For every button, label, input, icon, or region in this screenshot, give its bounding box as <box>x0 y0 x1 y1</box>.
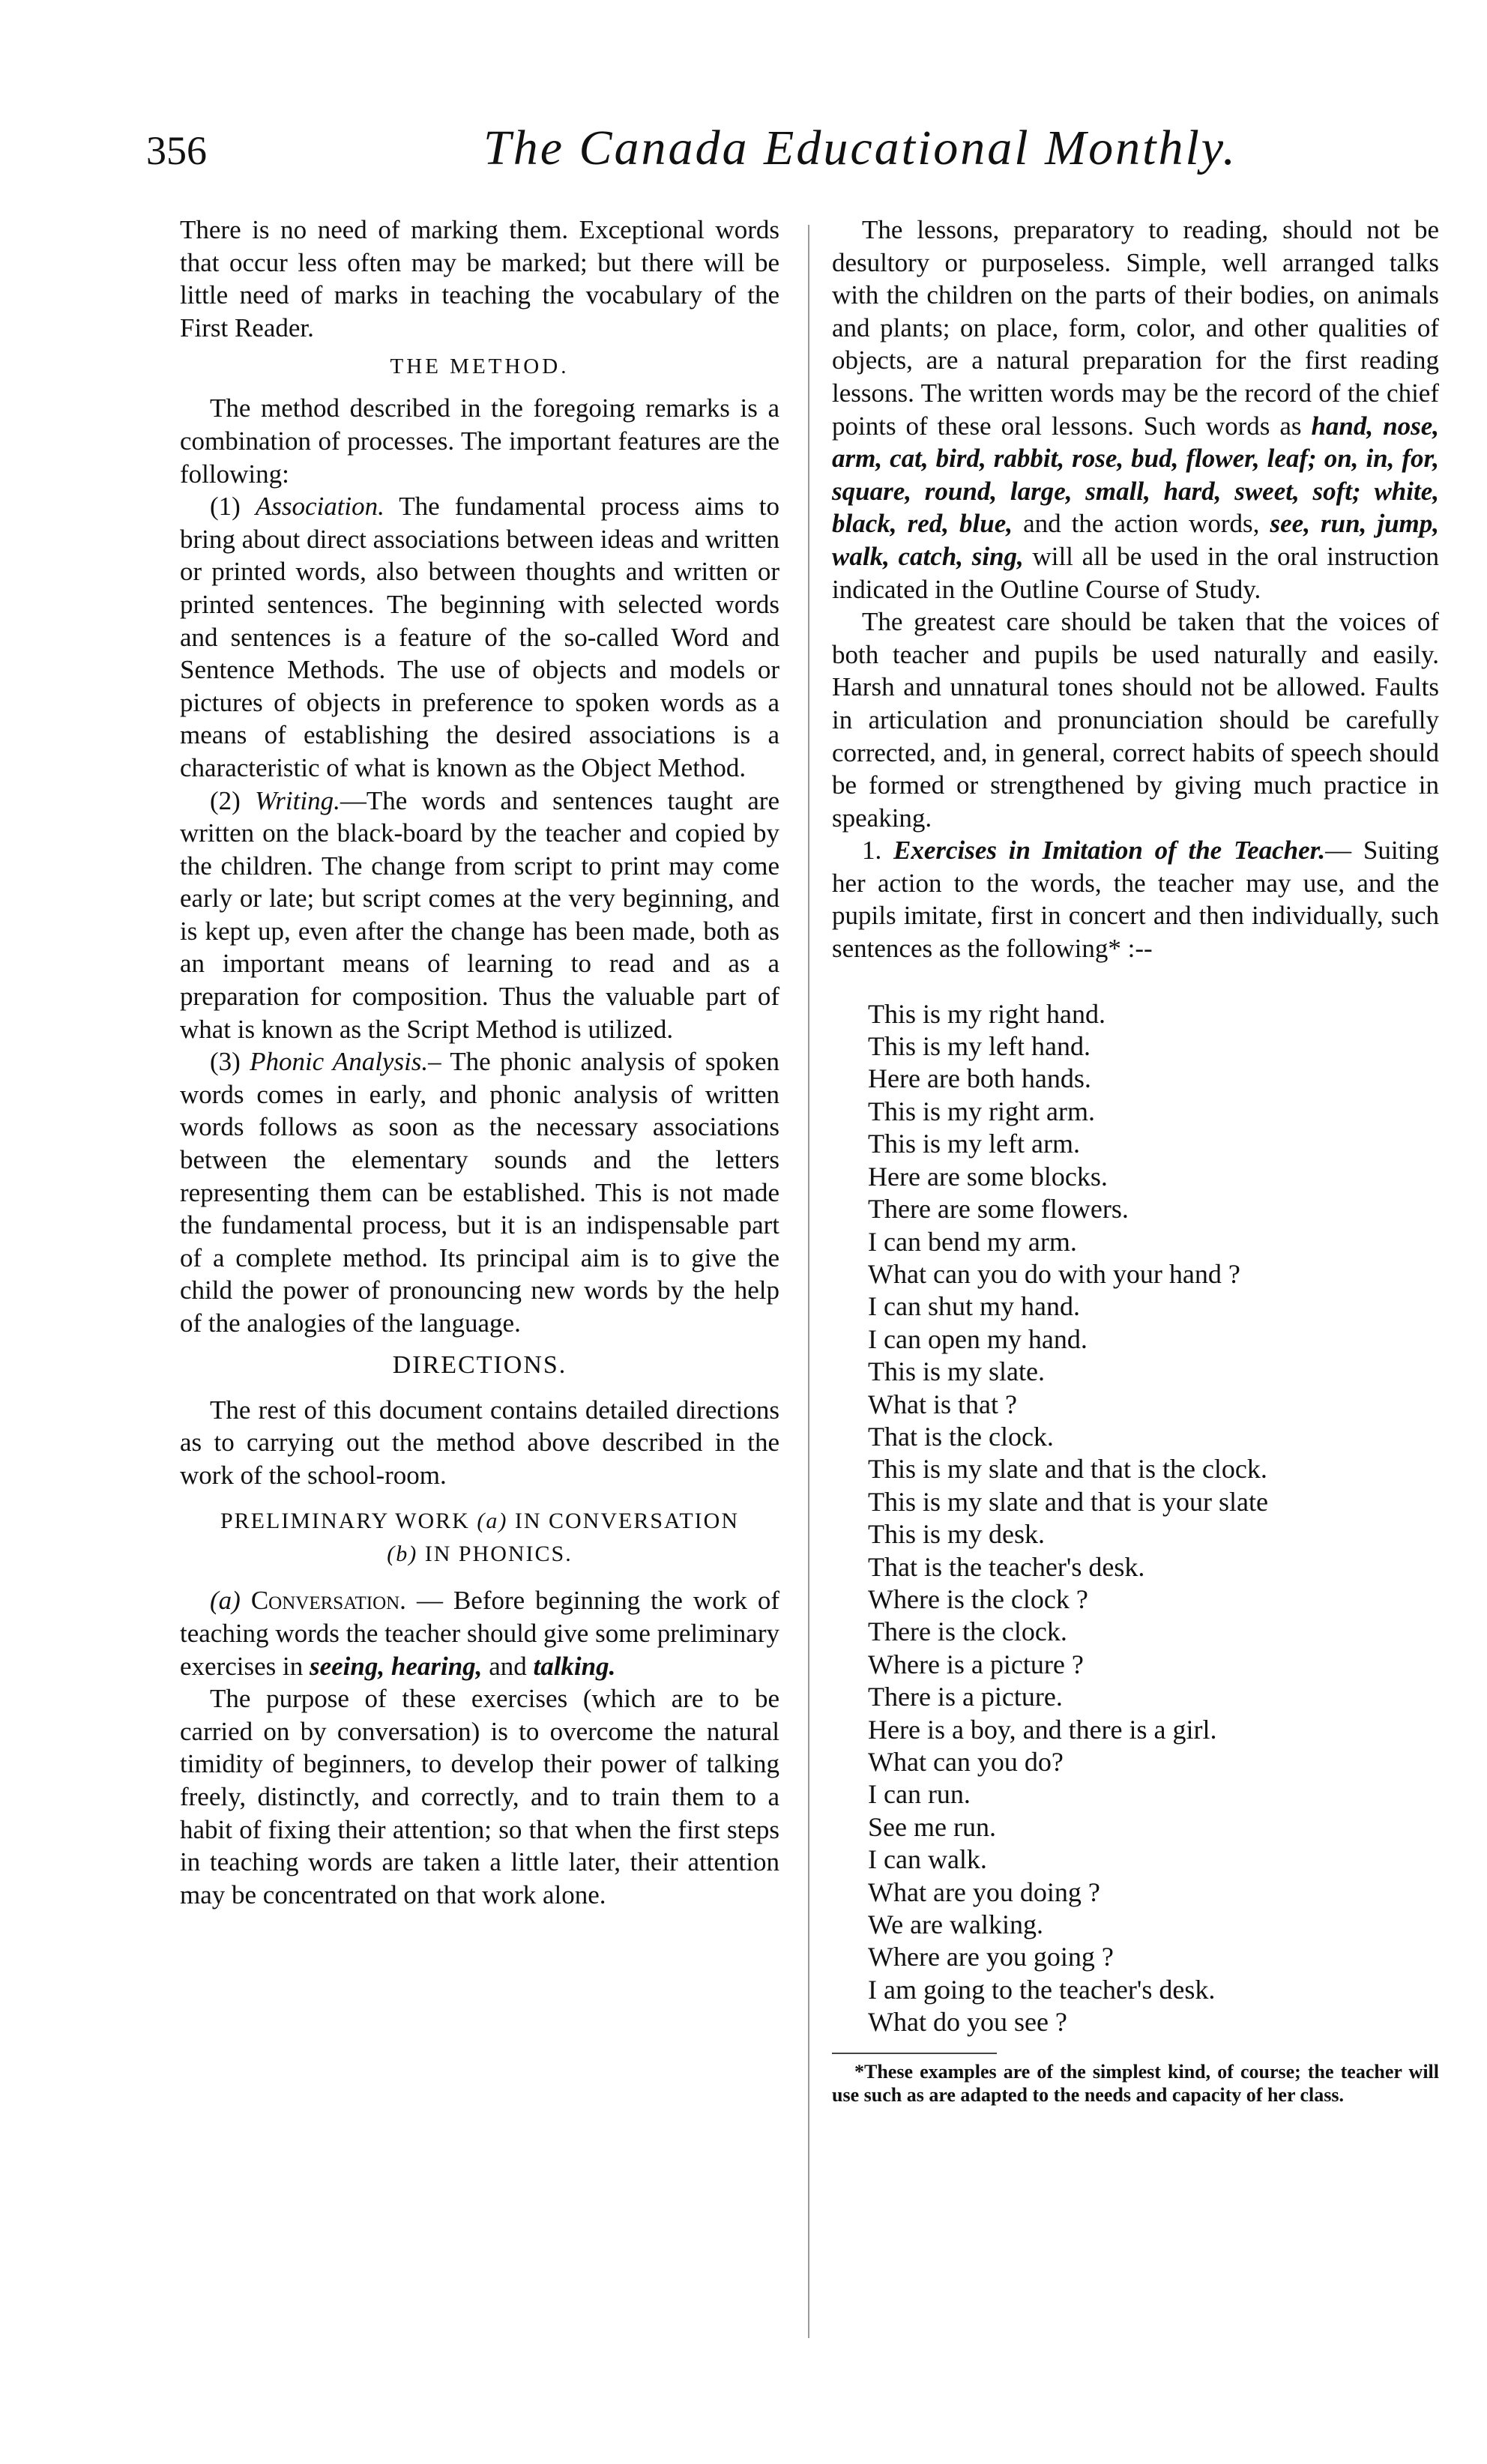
paragraph-directions: The rest of this document contains detailed directions as to carrying out the method above described in the work of the school-room. <box>180 1395 779 1490</box>
sentence-item: I am going to the teacher's desk. <box>868 1974 1216 2005</box>
paragraph-purpose: The purpose of these exercises (which are to be carried on by conversation) is to overcome the natural timidity of beginners, to develop their power of talking freely, distinctly, and correctly, and to train them to a habit of fixing their attention; so that when the first steps in teaching words are taken a little later, their attention may be concentrated on that work alone. <box>180 1684 779 1909</box>
sentence-item: This is my slate and that is your slate <box>868 1486 1268 1517</box>
footnote: *These examples are of the simplest kind, of course; the teacher will use such as are adapted to the needs and capacity of her class. <box>832 2060 1439 2106</box>
sentence-item: See me run. <box>868 1811 996 1842</box>
sentence-item: What is that ? <box>868 1389 1017 1419</box>
sentence-item: There are some flowers. <box>868 1194 1129 1225</box>
sentence-item: I can run. <box>868 1779 971 1810</box>
running-title: The Canada Educational Monthly. <box>483 121 1237 175</box>
right-column <box>832 214 1439 2107</box>
sentence-item: There is a picture. <box>868 1682 1063 1712</box>
sentence-item: I can open my hand. <box>868 1323 1088 1354</box>
writing-text: —The words and sentences taught are written on the black-board by the teacher and copied by the children. The change from script to print may come early or late; but script comes at the very beginning, and is kept up, even after the change has been made, both as an important means of learning to read and as a preparation for composition. Thus the valuable part of what is known as the Script Method is utilized. <box>180 785 779 1044</box>
sentence-item: I can walk. <box>868 1844 987 1875</box>
paragraph-association <box>180 490 779 784</box>
left-column <box>180 214 779 1911</box>
sentence-item: This is my slate and that is the clock. <box>868 1454 1267 1485</box>
sentence-item: What do you see ? <box>868 2007 1067 2038</box>
item-label-association: Association. <box>255 492 384 522</box>
footnote-rule <box>832 2053 997 2054</box>
sentence-item: This is my left hand. <box>868 1031 1091 1062</box>
example-words-nouns: hand, nose, arm, cat, bird, rabbit, rose, bud, flower, leaf; on, in, for, square, round, large, small, hard, sweet, soft; white, black, red, blue, <box>832 411 1439 539</box>
sentence-item: Here are both hands. <box>868 1063 1091 1094</box>
subheading-preliminary-line1: PRELIMINARY WORK (a) IN CONVERSATION <box>220 1509 739 1534</box>
page-header <box>146 120 1487 187</box>
association-text: The fundamental process aims to bring about direct associations between ideas and written or printed words, also between thoughts and written or printed sentences. The beginning with selected words and sentences is a feature of the so-called Word and Sentence Methods. The use of objects and models or pictures of objects in preference to spoken words as a means of establishing the desired associations is a characteristic of what is known as the Object Method. <box>180 492 779 782</box>
item-label-writing: Writing. <box>255 785 340 815</box>
sentence-item: I can bend my arm. <box>868 1226 1077 1257</box>
paragraph-writing <box>180 785 779 1046</box>
conversation-label: Conversation. <box>250 1586 406 1616</box>
sentence-item: What are you doing ? <box>868 1876 1100 1907</box>
paragraph-voice-care: The greatest care should be taken that the voices of both teacher and pupils be used naturally and easily. Harsh and unnatural tones should not be allowed. Faults in articulation and pronunciation should be carefully corrected, and, in general, correct habits of speech should be formed or strengthened by giving much practice in speaking. <box>832 607 1439 833</box>
sentence-item: There is the clock. <box>868 1616 1067 1647</box>
sentence-item: We are walking. <box>868 1909 1043 1940</box>
sentence-item: Where are you going ? <box>868 1942 1114 1972</box>
sentence-item: That is the clock. <box>868 1421 1054 1452</box>
paragraph-method-intro: The method described in the foregoing remarks is a combination of processes. The important features are the following: <box>180 393 779 489</box>
column-divider <box>808 225 809 2338</box>
sentence-item: Where is the clock ? <box>868 1583 1088 1614</box>
paragraph-exercises: 1. Exercises in Imitation of the Teacher.— Suiting her action to the words, the teacher may use, and the pupils imitate, first in concert and then individually, such sentences as the following* :-- <box>832 836 1439 964</box>
paragraph-conversation: (a) Conversation. — Before beginning the work of teaching words the teacher should give some preliminary exercises in seeing, hearing, and talking. <box>180 1586 780 1681</box>
paragraph-phonic-analysis <box>180 1045 779 1339</box>
item-number: (2) <box>210 785 241 815</box>
spacer <box>180 1571 779 1584</box>
item-number: (3) <box>210 1047 241 1077</box>
sentence-item: Where is a picture ? <box>868 1649 1084 1679</box>
section-heading-method: THE METHOD. <box>390 354 570 379</box>
paragraph-marking: There is no need of marking them. Exceptional words that occur less often may be marked; but there will be little need of marks in teaching the vocabulary of the First Reader. <box>180 215 779 342</box>
item-number: (1) <box>210 492 241 522</box>
sentence-item: Here is a boy, and there is a girl. <box>868 1714 1217 1745</box>
page-number: 356 <box>146 128 207 173</box>
item-number: 1. <box>862 836 882 866</box>
sentence-item: What can you do? <box>868 1747 1064 1777</box>
sentence-item: This is my left arm. <box>868 1129 1080 1159</box>
sentence-item: This is my desk. <box>868 1519 1046 1550</box>
section-heading-directions: DIRECTIONS. <box>392 1350 567 1379</box>
sentence-item: This is my right arm. <box>868 1096 1095 1126</box>
sentence-item: This is my slate. <box>868 1356 1045 1387</box>
sentence-item: That is the teacher's desk. <box>868 1551 1145 1582</box>
exercises-label: Exercises in Imitation of the Teacher. <box>893 836 1326 866</box>
spacer <box>180 1491 779 1505</box>
item-label-phonic-analysis: Phonic Analysis. <box>250 1047 429 1077</box>
phonic-analysis-text: – The phonic analysis of spoken words comes in early, and phonic analysis of written words follows as soon as the necessary associations between the elementary sounds and the letters representing them can be established. This is not made the fundamental process, but it is an indispensable part of a complete method. Its principal aim is to give the child the power of pronouncing new words by the help of the analogies of the language. <box>180 1047 779 1338</box>
example-sentences-list <box>868 998 1439 2039</box>
sentence-item: This is my right hand. <box>868 998 1106 1029</box>
sentence-item: I can shut my hand. <box>868 1291 1080 1322</box>
subheading-preliminary-line2: (b) IN PHONICS. <box>387 1541 573 1567</box>
example-words-actions: see, run, jump, walk, catch, sing, <box>832 509 1440 571</box>
paragraph-lessons: The lessons, preparatory to reading, should not be desultory or purposeless. Simple, well arranged talks with the children on the parts of their bodies, on animals and plants; on place, form, color, and other qualities of objects, are a natural preparation for the first reading lessons. The written words may be the record of the chief points of these oral lessons. Such words as hand, nose, arm, cat, bird, rabbit, rose, bud, flower, leaf; on, in, for, square, round, large, small, hard, sweet, soft; white, black, red, blue, and the action words, see, run, jump, walk, catch, sing, will all be used in the oral instruction indicated in the Outline Course of Study. <box>832 215 1440 604</box>
sentence-item: Here are some blocks. <box>868 1161 1108 1192</box>
sentence-item: What can you do with your hand ? <box>868 1258 1240 1289</box>
